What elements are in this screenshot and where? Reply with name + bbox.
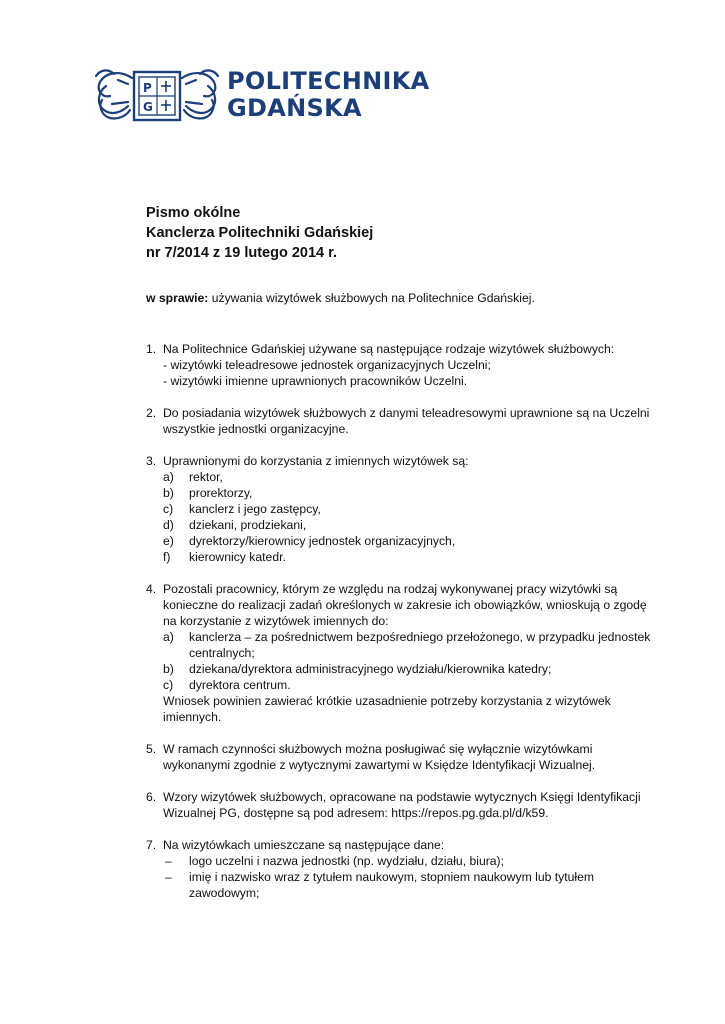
item-text: na korzystanie z wizytówek imiennych do:	[163, 614, 389, 628]
item-number: 3.	[146, 454, 157, 468]
sub-point-label: a)	[163, 630, 174, 644]
sub-point-label: c)	[163, 502, 174, 516]
sub-point-label: d)	[163, 518, 174, 532]
emblem-letter-p: P	[143, 81, 152, 95]
item-text: Pozostali pracownicy, którym ze względu na rodzaj wykonywanej pracy wizytówki są	[163, 582, 618, 596]
sub-point-text: dziekani, prodziekani,	[189, 518, 307, 532]
sub-point	[163, 629, 666, 661]
sub-point-text: kierownicy katedr.	[189, 550, 286, 564]
subject-text: używania wizytówek służbowych na Politechnice Gdańskiej.	[211, 291, 535, 305]
item-subline: - wizytówki teleadresowe jednostek organizacyjnych Uczelni;	[163, 358, 491, 372]
sub-point	[163, 677, 666, 693]
subject-label: w sprawie:	[146, 291, 209, 305]
item-text: Uprawnionymi do korzystania z imiennych wizytówek są:	[163, 454, 469, 468]
item-subline: - wizytówki imienne uprawnionych pracowników Uczelni.	[163, 374, 468, 388]
item-text: wszystkie jednostki organizacyjne.	[163, 422, 349, 436]
logo-line-1: POLITECHNIKA	[227, 67, 430, 95]
list-item-2	[146, 405, 666, 437]
item-text: W ramach czynności służbowych można posługiwać się wyłącznie wizytówkami	[163, 742, 593, 756]
list-item-7	[146, 837, 666, 901]
document-title	[146, 203, 373, 263]
sub-point-label: c)	[163, 678, 174, 692]
item-number: 6.	[146, 790, 157, 804]
item-text: Na wizytówkach umieszczane są następujące dane:	[163, 838, 445, 852]
list-item-4	[146, 581, 666, 725]
sub-point-text: rektor,	[189, 470, 223, 484]
dash-icon: –	[165, 854, 172, 868]
sub-point	[163, 501, 666, 517]
sub-point	[163, 517, 666, 533]
sub-point-label: b)	[163, 662, 174, 676]
emblem-letter-g: G	[143, 100, 153, 114]
sub-point	[163, 549, 666, 565]
dash-point-text: imię i nazwisko wraz z tytułem naukowym, stopniem naukowym lub tytułem	[189, 870, 595, 884]
title-line-3: nr 7/2014 z 19 lutego 2014 r.	[146, 245, 338, 261]
sub-point-text: kanclerza – za pośrednictwem bezpośredniego przełożonego, w przypadku jednostek	[189, 630, 651, 644]
list-item-6	[146, 789, 666, 821]
item-text: Wzory wizytówek służbowych, opracowane na podstawie wytycznych Księgi Identyfikacji	[163, 790, 641, 804]
item-number: 7.	[146, 838, 157, 852]
sub-point-text: dziekana/dyrektora administracyjnego wydziału/kierownika katedry;	[189, 662, 552, 676]
item-number: 4.	[146, 582, 157, 596]
sub-point-text: dyrektorzy/kierownicy jednostek organizacyjnych,	[189, 534, 456, 548]
dash-point-text: logo uczelni i nazwa jednostki (np. wydziału, działu, biura);	[189, 854, 505, 868]
university-logo	[92, 64, 430, 126]
title-line-1: Pismo okólne	[146, 205, 241, 221]
dash-point-text-cont: zawodowym;	[189, 886, 260, 900]
sub-point	[163, 485, 666, 501]
sub-point-text: kanclerz i jego zastępcy,	[189, 502, 321, 516]
list-item-1	[146, 341, 666, 389]
document-body	[146, 341, 666, 917]
sub-point	[163, 469, 666, 485]
title-line-2: Kanclerza Politechniki Gdańskiej	[146, 225, 374, 241]
item-number: 1.	[146, 342, 157, 356]
logo-wordmark	[227, 68, 429, 122]
sub-point-label: b)	[163, 486, 174, 500]
sub-point-label: f)	[163, 550, 171, 564]
logo-line-2: GDAŃSKA	[227, 94, 362, 122]
item-note: imiennych.	[163, 710, 222, 724]
list-item-3	[146, 453, 666, 565]
item-text: Wizualnej PG, dostępne są pod adresem: https://repos.pg.gda.pl/d/k59.	[163, 806, 549, 820]
item-text: Na Politechnice Gdańskiej używane są następujące rodzaje wizytówek służbowych:	[163, 342, 615, 356]
list-item-5	[146, 741, 666, 773]
sub-point	[163, 533, 666, 549]
sub-point	[163, 661, 666, 677]
dash-point	[163, 853, 666, 869]
sub-point-label: a)	[163, 470, 174, 484]
lions-emblem-icon	[92, 64, 222, 126]
sub-point-text-cont: centralnych;	[189, 646, 255, 660]
dash-point	[163, 869, 666, 901]
dash-icon: –	[165, 870, 172, 884]
sub-point-label: e)	[163, 534, 174, 548]
item-text: konieczne do realizacji zadań określonych w zakresie ich obowiązków, wnioskują o zgodę	[163, 598, 647, 612]
item-note: Wniosek powinien zawierać krótkie uzasadnienie potrzeby korzystania z wizytówek	[163, 694, 611, 708]
sub-point-text: prorektorzy,	[189, 486, 253, 500]
sub-point-text: dyrektora centrum.	[189, 678, 291, 692]
item-number: 5.	[146, 742, 157, 756]
subject-line	[146, 291, 535, 305]
item-text: Do posiadania wizytówek służbowych z danymi teleadresowymi uprawnione są na Uczelni	[163, 406, 650, 420]
item-text: wykonanymi zgodnie z wytycznymi zawartymi w Księdze Identyfikacji Wizualnej.	[163, 758, 596, 772]
item-number: 2.	[146, 406, 157, 420]
